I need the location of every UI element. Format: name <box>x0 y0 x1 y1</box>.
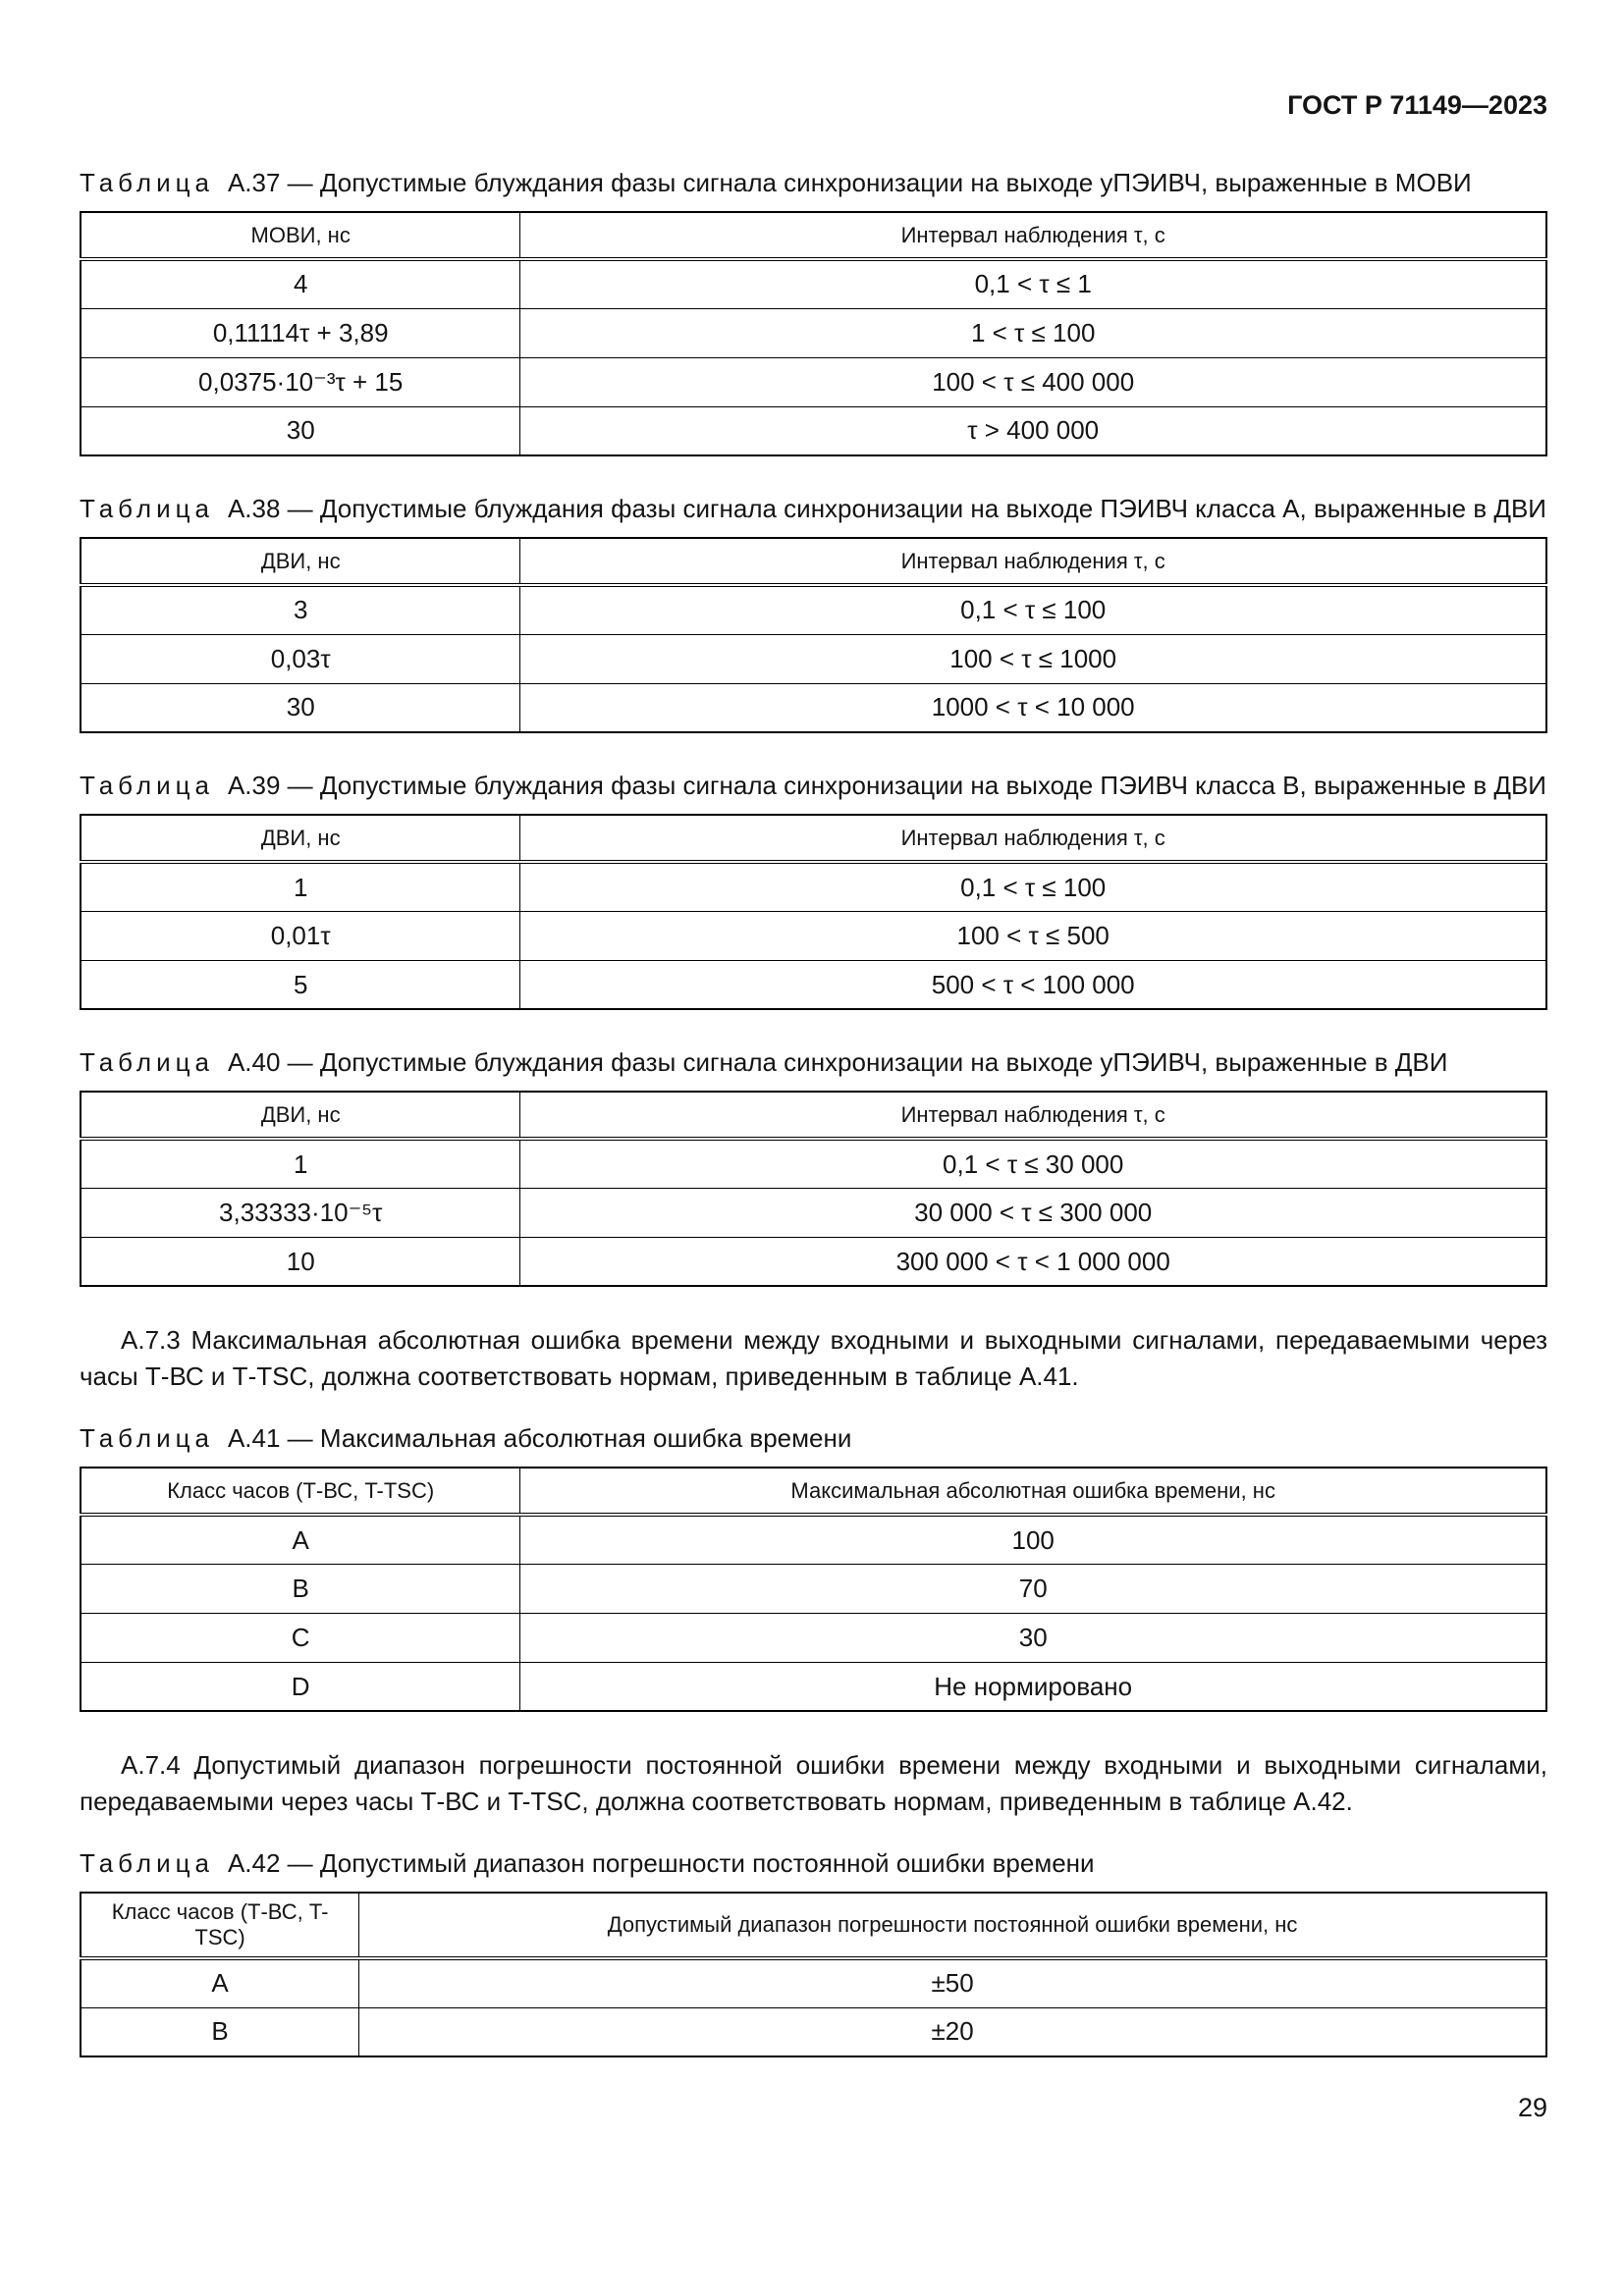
table-row <box>81 1564 1546 1613</box>
table-row <box>81 1188 1546 1237</box>
paragraph-a73: А.7.3 Максимальная абсолютная ошибка времени между входными и выходными сигналами, передаваемыми через часы Т-ВС и Т-TSC, должна соответствовать нормам, приведенным в таблице А.41. <box>80 1325 1547 1391</box>
table-cell: 0,03τ <box>81 634 520 683</box>
document-header: ГОСТ Р 71149—2023 <box>1287 90 1547 120</box>
table-cell: 30 <box>81 683 520 732</box>
table-cell: 30 <box>520 1613 1546 1662</box>
table-cell: τ > 400 000 <box>520 406 1546 455</box>
table-cell: 0,1 < τ ≤ 100 <box>520 862 1546 911</box>
table-label: Таблица <box>80 1423 214 1454</box>
table-cell: 300 000 < τ < 1 000 000 <box>520 1237 1546 1286</box>
table-row <box>81 406 1546 455</box>
table-cell: 30 000 < τ ≤ 300 000 <box>520 1188 1546 1237</box>
column-header: ДВИ, нс <box>81 538 520 585</box>
table-cell: ±20 <box>359 2007 1546 2056</box>
table-row <box>81 2007 1546 2056</box>
column-header: Интервал наблюдения τ, с <box>520 1092 1546 1139</box>
table-a37 <box>80 211 1547 456</box>
table-a40 <box>80 1091 1547 1287</box>
table-cell: 0,0375·10⁻³τ + 15 <box>81 357 520 406</box>
table-header-row <box>81 1893 1546 1958</box>
table-a41-caption <box>80 1421 1547 1456</box>
paragraph-a74: А.7.4 Допустимый диапазон погрешности постоянной ошибки времени между входными и выходными сигналами, передаваемыми через часы Т-ВС и T-TSC, должна соответствовать нормам, приведенным в таблице А.42. <box>80 1750 1547 1816</box>
table-row <box>81 259 1546 308</box>
table-row <box>81 960 1546 1009</box>
table-a39-caption <box>80 769 1547 803</box>
table-cell: 1 <box>81 1139 520 1188</box>
table-cell: ±50 <box>359 1958 1546 2007</box>
table-cell: 100 < τ ≤ 1000 <box>520 634 1546 683</box>
column-header: Интервал наблюдения τ, с <box>520 538 1546 585</box>
table-cell: 3 <box>81 585 520 634</box>
column-header: Класс часов (Т-ВС, T-TSC) <box>81 1893 359 1958</box>
table-cell: C <box>81 1613 520 1662</box>
table-row <box>81 1958 1546 2007</box>
column-header: МОВИ, нс <box>81 212 520 259</box>
table-cell: 100 <box>520 1515 1546 1564</box>
table-cell: 1000 < τ < 10 000 <box>520 683 1546 732</box>
table-row <box>81 308 1546 357</box>
table-cell: 0,11114τ + 3,89 <box>81 308 520 357</box>
table-a42-caption-text: А.42 — Допустимый диапазон погрешности постоянной ошибки времени <box>227 1848 1095 1879</box>
table-row <box>81 683 1546 732</box>
table-a41-caption-text: А.41 — Максимальная абсолютная ошибка времени <box>227 1423 852 1454</box>
table-label: Таблица <box>80 1047 214 1078</box>
table-a37-caption <box>80 166 1547 200</box>
page-number: 29 <box>1517 2093 1547 2123</box>
table-cell: 4 <box>81 259 520 308</box>
table-row <box>81 585 1546 634</box>
table-header-row <box>81 212 1546 259</box>
table-cell: 3,33333·10⁻⁵τ <box>81 1188 520 1237</box>
table-a40-caption-text: А.40 — Допустимые блуждания фазы сигнала синхронизации на выходе уПЭИВЧ, выраженные в ДВИ <box>227 1047 1448 1078</box>
table-label: Таблица <box>80 168 214 197</box>
table-header-row <box>81 1092 1546 1139</box>
table-label: Таблица <box>80 771 214 801</box>
table-a39-caption-text: А.39 — Допустимые блуждания фазы сигнала синхронизации на выходе ПЭИВЧ класса В, выраженные в ДВИ <box>227 771 1546 801</box>
table-row <box>81 862 1546 911</box>
table-label: Таблица <box>80 494 214 524</box>
table-cell: 0,1 < τ ≤ 1 <box>520 259 1546 308</box>
table-cell: 10 <box>81 1237 520 1286</box>
table-cell: B <box>81 1564 520 1613</box>
table-a42 <box>80 1892 1547 2057</box>
table-row <box>81 1662 1546 1711</box>
table-cell: 0,1 < τ ≤ 100 <box>520 585 1546 634</box>
table-cell: 1 <box>81 862 520 911</box>
table-row <box>81 1515 1546 1564</box>
table-cell: 30 <box>81 406 520 455</box>
table-cell: 100 < τ ≤ 400 000 <box>520 357 1546 406</box>
table-cell: 500 < τ < 100 000 <box>520 960 1546 1009</box>
table-a37-caption-text: А.37 — Допустимые блуждания фазы сигнала синхронизации на выходе уПЭИВЧ, выраженные в МОВИ <box>227 168 1472 197</box>
table-a41 <box>80 1467 1547 1712</box>
table-cell: 100 < τ ≤ 500 <box>520 911 1546 960</box>
table-label: Таблица <box>80 1848 214 1879</box>
table-a40-caption <box>80 1045 1547 1080</box>
table-row <box>81 634 1546 683</box>
table-cell: A <box>81 1515 520 1564</box>
table-header-row <box>81 1468 1546 1515</box>
table-row <box>81 911 1546 960</box>
table-row <box>81 357 1546 406</box>
table-row <box>81 1613 1546 1662</box>
table-header-row <box>81 538 1546 585</box>
table-cell: A <box>81 1958 359 2007</box>
table-cell: 5 <box>81 960 520 1009</box>
column-header: Допустимый диапазон погрешности постоянной ошибки времени, нс <box>359 1893 1546 1958</box>
column-header: Интервал наблюдения τ, с <box>520 212 1546 259</box>
column-header: Класс часов (Т-ВС, T-TSC) <box>81 1468 520 1515</box>
table-header-row <box>81 815 1546 862</box>
table-row <box>81 1139 1546 1188</box>
table-cell: 70 <box>520 1564 1546 1613</box>
table-cell: D <box>81 1662 520 1711</box>
table-row <box>81 1237 1546 1286</box>
table-a39 <box>80 814 1547 1010</box>
table-cell: 0,1 < τ ≤ 30 000 <box>520 1139 1546 1188</box>
table-a42-caption <box>80 1846 1547 1881</box>
column-header: Интервал наблюдения τ, с <box>520 815 1546 862</box>
table-a38-caption-text: А.38 — Допустимые блуждания фазы сигнала синхронизации на выходе ПЭИВЧ класса А, выраженные в ДВИ <box>227 494 1546 524</box>
column-header: Максимальная абсолютная ошибка времени, нс <box>520 1468 1546 1515</box>
column-header: ДВИ, нс <box>81 1092 520 1139</box>
column-header: ДВИ, нс <box>81 815 520 862</box>
table-cell: 1 < τ ≤ 100 <box>520 308 1546 357</box>
table-a38-caption <box>80 492 1547 526</box>
table-cell: Не нормировано <box>520 1662 1546 1711</box>
table-cell: 0,01τ <box>81 911 520 960</box>
table-cell: B <box>81 2007 359 2056</box>
table-a38 <box>80 537 1547 733</box>
